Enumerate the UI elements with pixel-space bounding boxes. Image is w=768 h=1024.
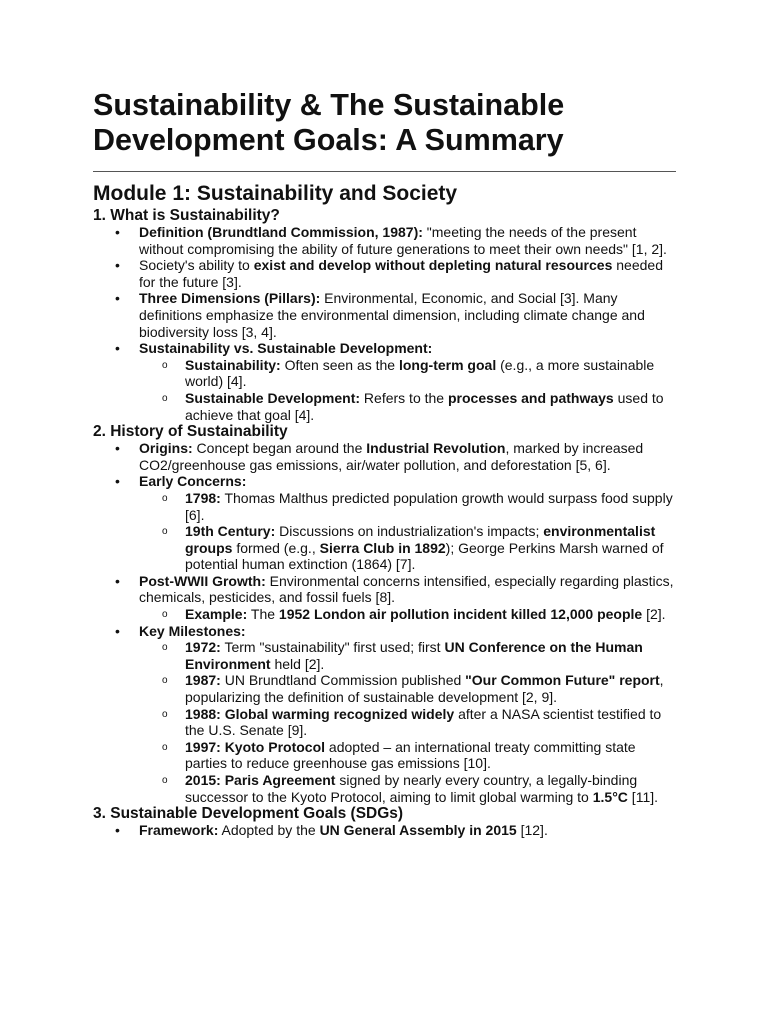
- circle-bullet-icon: o: [162, 392, 168, 404]
- sub-item-sustainability: o Sustainability: Often seen as the long-term goal (e.g., a more sustainable world) [4].: [162, 356, 655, 390]
- module-heading: Module 1: Sustainability and Society: [93, 182, 458, 205]
- sub-list: [139, 606, 676, 623]
- list-item-key-milestones: • Key Milestones: o 1972: Term "sustainability" first used; first UN Conference on the Human Environment held [2]. o 1987: UN Brundtland Commission published "Our Common Future" report, popularizing the definition of sustainable development [2, 9]. o 1988: Global warming recognized widely after a NASA scientist testified to the U.S. Senate [9]. o 1997: Kyoto Protocol adopted – an international treaty committing state parties to reduce greenhouse gas emissions [10]. o 2015: Paris Agreement signed by nearly every country, a legally-binding successor to the Kyoto Protocol, aiming to limit global warming to 1.5°C [11].: [93, 623, 676, 806]
- circle-bullet-icon: o: [162, 359, 168, 371]
- circle-bullet-icon: o: [162, 675, 168, 687]
- circle-bullet-icon: o: [162, 741, 168, 753]
- title-line-2: Development Goals: A Summary: [93, 123, 564, 157]
- bullet-icon: •: [115, 572, 120, 589]
- sub-item-1997: o 1997: Kyoto Protocol adopted – an international treaty committing state parties to reduce greenhouse gas emissions [10].: [162, 738, 636, 772]
- sub-item-19th-century: o 19th Century: Discussions on industrialization's impacts; environmentalist groups formed (e.g., Sierra Club in 1892); George Perkins Marsh warned of potential human extinction (1864) [7].: [162, 523, 664, 573]
- sub-list: [139, 639, 676, 805]
- bullet-icon: •: [115, 290, 120, 307]
- circle-bullet-icon: o: [162, 642, 168, 654]
- circle-bullet-icon: o: [162, 492, 168, 504]
- bullet-icon: •: [115, 622, 120, 639]
- sub-item-sustainable-development: o Sustainable Development: Refers to the processes and pathways used to achieve that goal [4].: [162, 389, 664, 423]
- list-item-definition: • Definition (Brundtland Commission, 1987): "meeting the needs of the present without compromising the ability of future generations to meet their own needs" [1, 2].: [115, 224, 667, 257]
- list-item-origins: • Origins: Concept began around the Industrial Revolution, marked by increased CO2/greenhouse gas emissions, air/water pollution, and deforestation [5, 6].: [115, 440, 644, 473]
- list-item-ability: • Society's ability to exist and develop without depleting natural resources needed for the future [3].: [115, 257, 663, 290]
- title-line-1: Sustainability & The Sustainable: [93, 88, 565, 122]
- section-heading-sdgs: 3. Sustainable Development Goals (SDGs): [93, 805, 404, 823]
- title-divider: [93, 171, 676, 172]
- circle-bullet-icon: o: [162, 775, 168, 786]
- list-item-three-dimensions: • Three Dimensions (Pillars): Environmental, Economic, and Social [3]. Many definitions emphasize the environmental dimension, including climate change and biodiversity loss [3, 4].: [115, 290, 645, 340]
- sub-item-1972: o 1972: Term "sustainability" first used; first UN Conference on the Human Environment held [2].: [162, 639, 643, 672]
- document-title: [93, 88, 676, 158]
- list-item-post-wwii: • Post-WWII Growth: Environmental concerns intensified, especially regarding plastics, chemicals, pesticides, and fossil fuels [8]. o Example: The 1952 London air pollution incident killed 12,000 people [2].: [93, 573, 676, 623]
- sub-item-1798: o 1798: Thomas Malthus predicted population growth would surpass food supply [6].: [162, 489, 673, 523]
- bullet-icon: •: [115, 822, 120, 839]
- bullet-icon: •: [115, 473, 120, 490]
- sustainability-list: [93, 224, 676, 423]
- list-item-sustainability-vs-development: • Sustainability vs. Sustainable Development: o Sustainability: Often seen as the long-term goal (e.g., a more sustainable world) [4]. o Sustainable Development: Refers to the processes and pathways used to achieve that goal [4].: [93, 340, 676, 423]
- circle-bullet-icon: o: [162, 609, 168, 621]
- sdg-list: [93, 822, 676, 839]
- sub-list: [139, 357, 676, 423]
- bullet-icon: •: [115, 257, 120, 274]
- history-list: [93, 440, 676, 805]
- sub-item-2015: o 2015: Paris Agreement signed by nearly every country, a legally-binding successor to the Kyoto Protocol, aiming to limit global warming to 1.5°C [11].: [162, 772, 659, 805]
- sub-item-1987: o 1987: UN Brundtland Commission published "Our Common Future" report, popularizing the definition of sustainable development [2, 9].: [162, 672, 664, 706]
- section-heading-what-is-sustainability: 1. What is Sustainability?: [93, 207, 280, 224]
- circle-bullet-icon: o: [162, 708, 168, 720]
- section-heading-history: 2. History of Sustainability: [93, 423, 288, 441]
- circle-bullet-icon: o: [162, 526, 168, 538]
- sub-list: [139, 490, 676, 573]
- sub-item-example: o Example: The 1952 London air pollution incident killed 12,000 people [2].: [162, 606, 666, 623]
- sub-item-1988: o 1988: Global warming recognized widely after a NASA scientist testified to the U.S. Senate [9].: [162, 705, 662, 739]
- list-item-framework: • Framework: Adopted by the UN General Assembly in 2015 [12].: [115, 822, 548, 839]
- bullet-icon: •: [115, 224, 120, 240]
- list-item-early-concerns: • Early Concerns: o 1798: Thomas Malthus predicted population growth would surpass food supply [6]. o 19th Century: Discussions on industrialization's impacts; environmentalist groups formed (e.g., Sierra Club in 1892); George Perkins Marsh warned of potential human extinction (1864) [7].: [93, 473, 676, 573]
- bullet-icon: •: [115, 440, 120, 457]
- bullet-icon: •: [115, 340, 120, 357]
